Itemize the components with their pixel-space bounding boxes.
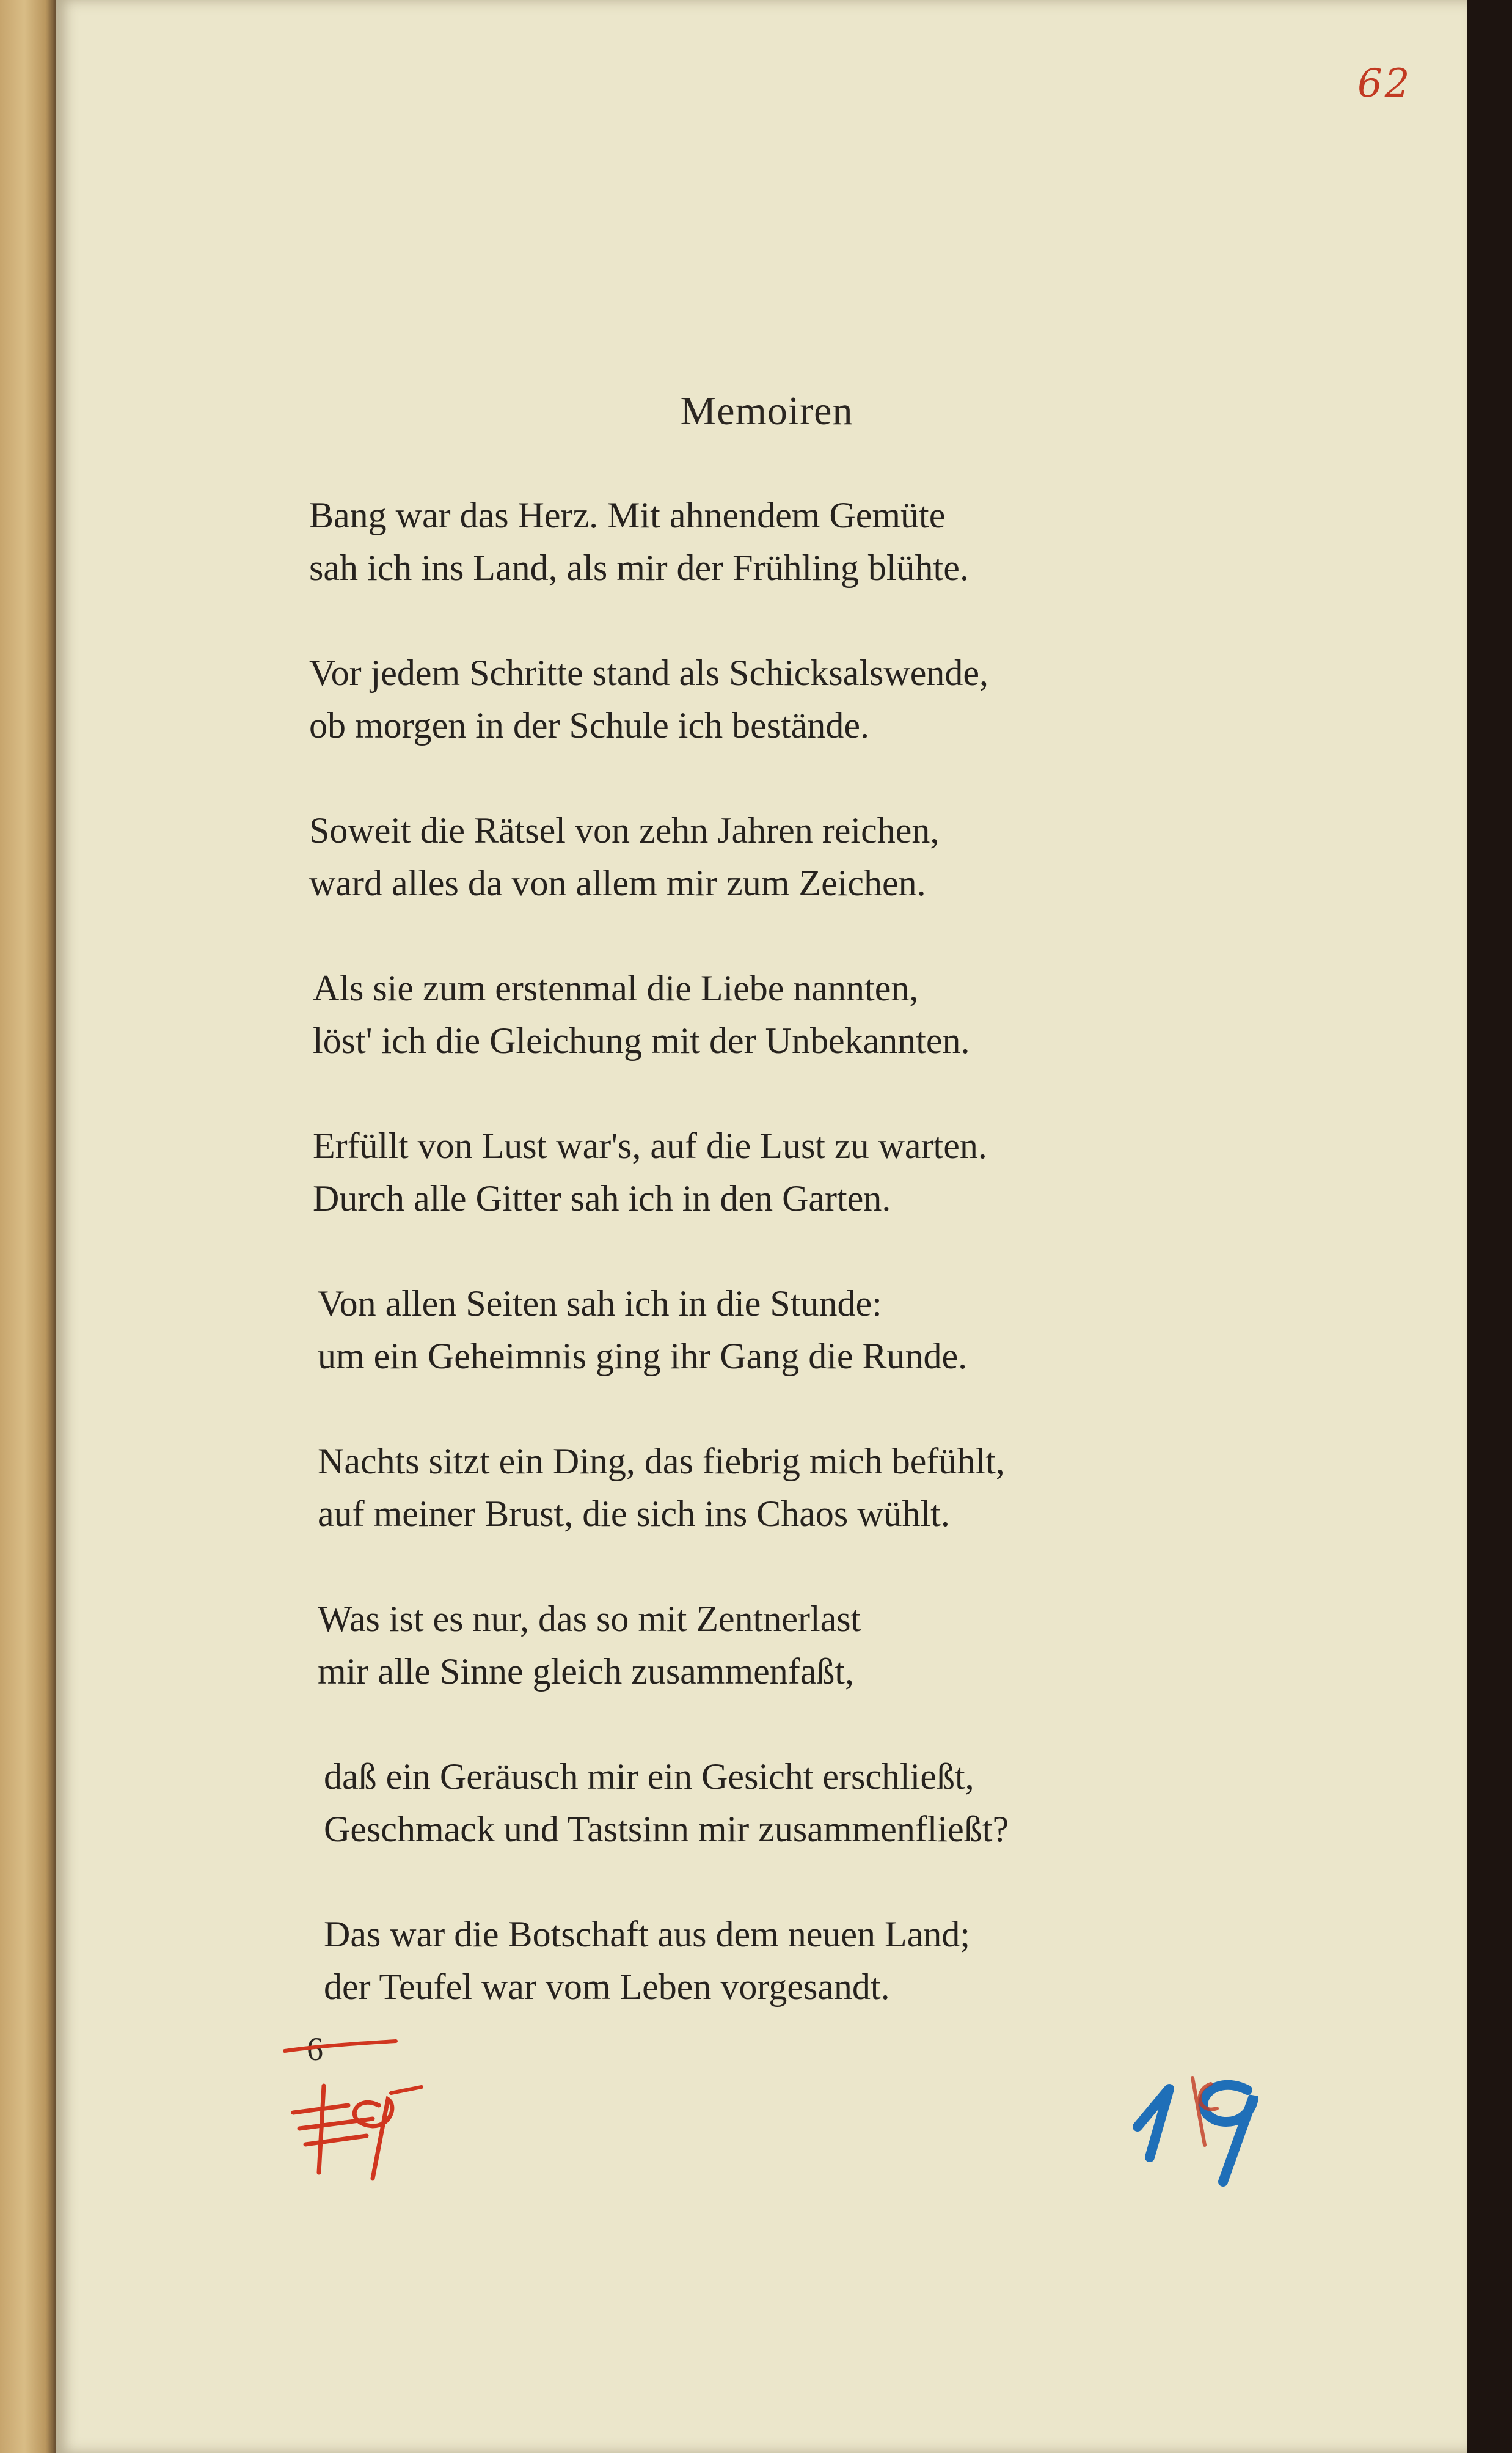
poem-title: Memoiren — [680, 389, 853, 433]
poem-line: der Teufel war vom Leben vorgesandt. — [324, 1967, 890, 2007]
stanza — [309, 1277, 1262, 1382]
poem-line: Durch alle Gitter sah ich in den Garten. — [313, 1178, 891, 1219]
book-page — [56, 0, 1467, 2453]
book-edge-left — [0, 0, 61, 2453]
stanza — [309, 489, 1262, 594]
stanza — [309, 1435, 1262, 1540]
poem-line: Das war die Botschaft aus dem neuen Land; — [324, 1914, 970, 1954]
poem-line: daß ein Geräusch mir ein Gesicht erschließt, — [324, 1756, 974, 1797]
poem-line: ob morgen in der Schule ich bestände. — [309, 705, 869, 746]
stanza — [309, 1750, 1262, 1855]
stanza — [309, 1593, 1262, 1698]
poem-line: sah ich ins Land, als mir der Frühling blühte. — [309, 548, 969, 588]
poem-line: Geschmack und Tastsinn mir zusammenfließt? — [324, 1809, 1009, 1849]
poem-line: mir alle Sinne gleich zusammenfaßt, — [318, 1651, 855, 1692]
poem-line: Erfüllt von Lust war's, auf die Lust zu warten. — [313, 1126, 987, 1166]
blue-crayon-number-mark — [1131, 2053, 1284, 2188]
printed-page-number: 6 — [307, 2031, 323, 2067]
poem-line: ward alles da von allem mir zum Zeichen. — [309, 863, 926, 903]
poem-line: um ein Geheimnis ging ihr Gang die Runde. — [318, 1336, 968, 1376]
stanza — [309, 804, 1262, 909]
poem-line: Was ist es nur, das so mit Zentnerlast — [318, 1599, 861, 1639]
stanza — [309, 962, 1262, 1067]
poem-line: löst' ich die Gleichung mit der Unbekannten. — [313, 1021, 970, 1061]
poem-line: Vor jedem Schritte stand als Schicksalswende, — [309, 653, 988, 693]
poem-line: Bang war das Herz. Mit ahnendem Gemüte — [309, 495, 946, 535]
poem-line: Von allen Seiten sah ich in die Stunde: — [318, 1283, 882, 1324]
poem-line: Als sie zum erstenmal die Liebe nannten, — [313, 968, 919, 1008]
poem-body — [309, 489, 1262, 2066]
handwritten-folio-number: 62 — [1357, 61, 1412, 106]
stanza — [309, 1120, 1262, 1225]
red-crossed-number-mark — [281, 2081, 464, 2185]
poem-line: Soweit die Rätsel von zehn Jahren reichen, — [309, 810, 940, 851]
stanza — [309, 1908, 1262, 2013]
strike-through-mark — [282, 2039, 398, 2057]
poem-line: auf meiner Brust, die sich ins Chaos wühlt. — [318, 1494, 950, 1534]
stanza — [309, 647, 1262, 752]
book-edge-right — [1463, 0, 1512, 2453]
poem-line: Nachts sitzt ein Ding, das fiebrig mich befühlt, — [318, 1441, 1005, 1481]
